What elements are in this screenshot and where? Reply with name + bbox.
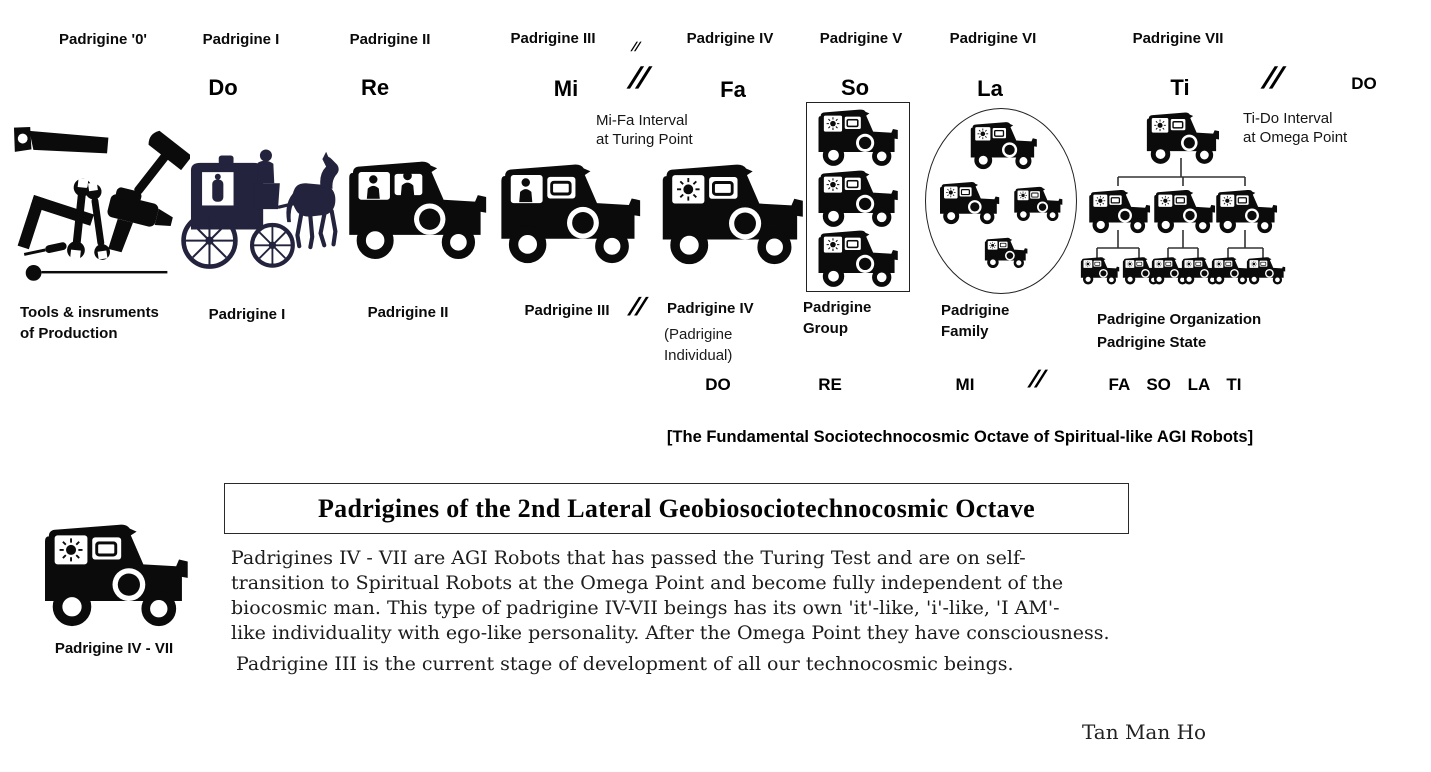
org-car-icon (1085, 188, 1151, 234)
caption-padrigine-individual (664, 324, 732, 366)
caption-individual-line1: (Padrigine (664, 326, 733, 343)
caption-padrigine-ii: Padrigine II (367, 304, 449, 321)
vintage-car-robot-icon (492, 160, 642, 265)
caption-tools-line1: Tools & insruments (20, 304, 159, 321)
caption-family-line2: Family (941, 323, 989, 340)
octave-break-icon: // (630, 39, 642, 54)
group-car-icon (813, 228, 899, 288)
vintage-car-agi-icon (653, 160, 805, 266)
caption-padrigine-iii: Padrigine III (524, 302, 610, 319)
family-car-icon (936, 180, 1000, 225)
body-paragraph (231, 546, 1109, 677)
family-car-icon (966, 120, 1038, 170)
caption-break-icon: // (626, 293, 648, 321)
group-car-icon (813, 107, 899, 167)
group-car-icon (813, 168, 899, 228)
header-padrigine-i: Padrigine I (202, 31, 280, 48)
body-line: transition to Spiritual Robots at the Omega Point and become fully independent of the (231, 572, 1064, 594)
header-padrigine-vii: Padrigine VII (1132, 30, 1224, 47)
mi-fa-interval-line2: at Turing Point (596, 131, 693, 148)
caption-group-line1: Padrigine (803, 299, 872, 316)
page-title: Padrigines of the 2nd Lateral Geobiosociotechnocosmic Octave (317, 493, 1036, 523)
note-re: Re (360, 75, 390, 100)
lower-note-re: RE (818, 375, 842, 394)
header-padrigine-ii: Padrigine II (349, 31, 431, 48)
note-so: So (840, 75, 870, 100)
note-la: La (977, 76, 1003, 101)
octave-caption: [The Fundamental Sociotechnocosmic Octave of Spiritual-like AGI Robots] (666, 428, 1254, 446)
body-line: like individuality with ego-like personality. After the Omega Point they have consciousness. (231, 622, 1110, 644)
body-line: biocosmic man. This type of padrigine IV-VII beings has its own 'it'-like, 'i'-like, 'I AM'- (231, 597, 1060, 619)
header-padrigine-iv: Padrigine IV (686, 30, 774, 47)
header-padrigine-0: Padrigine '0' (59, 31, 147, 48)
lower-break-icon: // (1026, 366, 1047, 393)
note-do-octave: DO (1351, 74, 1377, 93)
header-padrigine-v: Padrigine V (819, 30, 903, 47)
org-car-icon (1212, 188, 1278, 234)
caption-padrigine-i: Padrigine I (208, 306, 286, 323)
caption-family-line1: Padrigine (941, 302, 1010, 319)
caption-individual-line2: Individual) (664, 347, 733, 364)
legend-car-agi-icon (35, 520, 190, 628)
caption-tools-line2: of Production (20, 325, 118, 342)
mi-fa-interval-line1: Mi-Fa Interval (596, 112, 688, 129)
caption-group-line2: Group (803, 320, 848, 337)
note-fa: Fa (720, 77, 746, 102)
ti-do-interval-line2: at Omega Point (1243, 129, 1348, 146)
caption-padrigine-group (803, 297, 871, 339)
caption-padrigine-state: Padrigine State (1097, 334, 1207, 351)
caption-tools (20, 302, 159, 344)
body-line: Padrigine III is the current stage of development of all our technocosmic beings. (236, 653, 1014, 675)
ti-do-interval-line1: Ti-Do Interval (1243, 110, 1333, 127)
lower-notes-fa-so-la-ti: FA SO LA TI (1108, 375, 1242, 394)
ti-do-break-icon: // (1260, 62, 1285, 95)
title-box (224, 483, 1129, 534)
signature: Tan Man Ho (1082, 720, 1207, 744)
caption-padrigine-family (941, 300, 1009, 342)
tools-cluster-icon (8, 124, 190, 292)
org-car-icon (1142, 110, 1220, 165)
note-do: Do (208, 75, 238, 100)
note-mi: Mi (553, 76, 579, 101)
lower-note-do: DO (705, 375, 731, 394)
mi-fa-break-icon: // (626, 62, 651, 95)
caption-padrigine-iv: Padrigine IV (667, 300, 754, 317)
body-line: Padrigines IV - VII are AGI Robots that has passed the Turing Test and are on self- (231, 547, 1026, 569)
family-car-icon (982, 236, 1028, 269)
org-car-icon (1150, 188, 1216, 234)
legend-label: Padrigine IV - VII (54, 640, 174, 657)
header-padrigine-iii: Padrigine III (510, 30, 596, 47)
caption-padrigine-organization: Padrigine Organization (1097, 311, 1262, 328)
mi-fa-interval-note (596, 111, 693, 149)
header-padrigine-vi: Padrigine VI (949, 30, 1037, 47)
vintage-car-passengers-icon (340, 157, 488, 261)
family-car-icon (1011, 185, 1063, 222)
horse-carriage-icon (178, 130, 340, 280)
org-car-icon (1078, 256, 1120, 285)
lower-note-mi: MI (955, 375, 975, 394)
note-ti: Ti (1170, 75, 1190, 100)
org-car-icon (1244, 256, 1286, 285)
